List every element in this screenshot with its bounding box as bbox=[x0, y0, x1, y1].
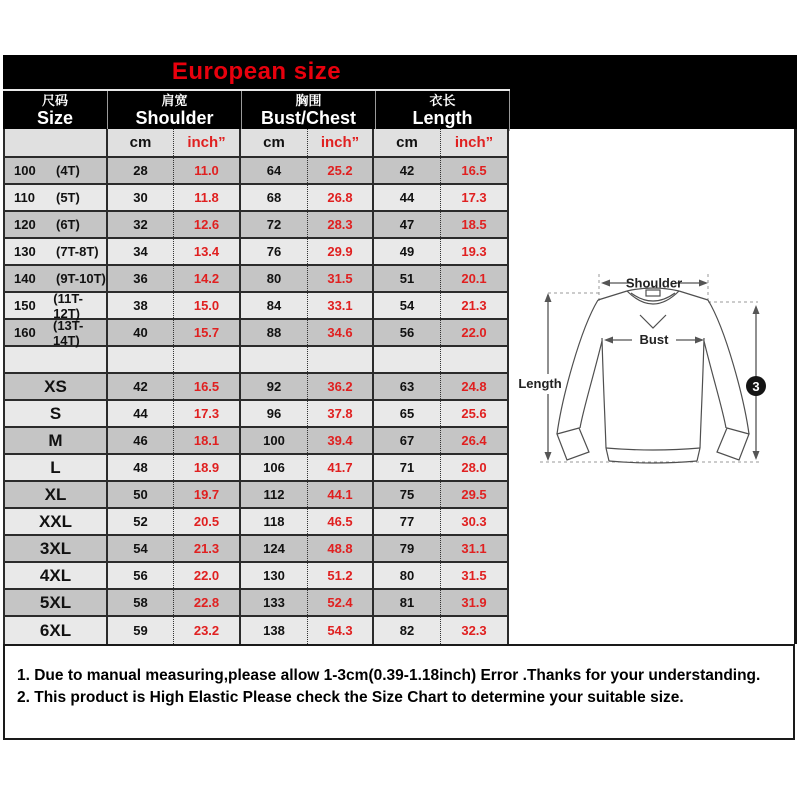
cm-value-cell bbox=[108, 347, 174, 372]
unit-inch-label: inch” bbox=[308, 129, 374, 156]
guide-lines bbox=[540, 274, 762, 462]
cm-value-cell: 80 bbox=[241, 266, 308, 291]
size-label: 150 bbox=[14, 298, 36, 313]
size-age-label: (9T-10T) bbox=[56, 271, 106, 286]
cm-value-cell: 42 bbox=[374, 158, 441, 183]
inch-value-cell: 26.4 bbox=[461, 433, 487, 448]
table-header-banner bbox=[3, 55, 797, 129]
cm-value-cell: 54 bbox=[108, 536, 174, 561]
cm-value-cell: 40 bbox=[108, 320, 174, 345]
arrowheads bbox=[545, 280, 760, 462]
inch-value-cell: 17.3 bbox=[174, 401, 241, 426]
inch-value-cell: 11.8 bbox=[174, 185, 241, 210]
size-cell bbox=[5, 239, 108, 264]
cm-value-cell: 34 bbox=[108, 239, 174, 264]
inch-value-cell: 20.5 bbox=[174, 509, 241, 534]
inch-value-cell: 51.2 bbox=[308, 563, 374, 588]
cm-value-cell: 51 bbox=[374, 266, 441, 291]
table-row bbox=[5, 455, 507, 482]
table-row bbox=[5, 401, 507, 428]
inch-value-cell bbox=[174, 347, 241, 372]
inch-value-cell: 18.5 bbox=[461, 217, 487, 232]
badge-number: 3 bbox=[752, 379, 760, 394]
table-row bbox=[5, 266, 507, 293]
size-column-header-en: Size bbox=[36, 108, 74, 128]
cm-value-cell: 72 bbox=[241, 212, 308, 237]
sweater-outline bbox=[557, 288, 749, 463]
inch-value-cell: 22.0 bbox=[461, 325, 487, 340]
cm-value-cell: 36 bbox=[108, 266, 174, 291]
bust-column-header-en: Bust/Chest bbox=[260, 108, 356, 128]
cm-value-cell: 58 bbox=[108, 590, 174, 615]
cm-value-cell: 46 bbox=[108, 428, 174, 453]
cm-value-cell: 38 bbox=[108, 293, 174, 318]
cm-value-cell bbox=[374, 347, 441, 372]
size-label: 5XL bbox=[39, 592, 72, 612]
size-age-label: (4T) bbox=[56, 163, 80, 178]
size-table-rows bbox=[5, 158, 507, 644]
size-cell bbox=[5, 482, 108, 507]
size-label: 110 bbox=[14, 190, 35, 205]
cm-value-cell: 30 bbox=[108, 185, 174, 210]
cm-value-cell: 28 bbox=[108, 158, 174, 183]
size-label: XXL bbox=[38, 511, 73, 531]
unit-cm-label: cm bbox=[108, 129, 174, 156]
inch-value-cell: 22.8 bbox=[174, 590, 241, 615]
neck-tag bbox=[646, 290, 660, 296]
unit-inch-label: inch” bbox=[174, 129, 241, 156]
inch-value-cell: 34.6 bbox=[308, 320, 374, 345]
size-label: XS bbox=[44, 376, 67, 396]
cm-value-cell: 82 bbox=[374, 617, 441, 644]
note-line-2: 2. This product is High Elastic Please check the Size Chart to determine your suitable size. bbox=[17, 689, 684, 706]
inch-value-cell: 46.5 bbox=[308, 509, 374, 534]
cm-value-cell: 47 bbox=[374, 212, 441, 237]
inch-value-cell: 20.1 bbox=[461, 271, 487, 286]
size-cell bbox=[5, 509, 108, 534]
cm-value-cell: 59 bbox=[108, 617, 174, 644]
cm-value-cell: 32 bbox=[108, 212, 174, 237]
size-cell bbox=[5, 185, 108, 210]
inch-value-cell: 54.3 bbox=[308, 617, 374, 644]
inch-value-cell: 18.1 bbox=[174, 428, 241, 453]
size-table bbox=[3, 129, 509, 646]
size-label: M bbox=[48, 430, 63, 450]
inch-value-cell: 33.1 bbox=[308, 293, 374, 318]
size-label: L bbox=[50, 457, 61, 477]
cm-value-cell: 44 bbox=[108, 401, 174, 426]
table-row bbox=[5, 428, 507, 455]
cm-value-cell bbox=[241, 347, 308, 372]
inch-value-cell: 16.5 bbox=[174, 374, 241, 399]
inch-value-cell: 31.5 bbox=[461, 568, 487, 583]
cm-value-cell: 63 bbox=[374, 374, 441, 399]
size-cell bbox=[5, 317, 108, 348]
inch-value-cell bbox=[441, 347, 507, 372]
size-cell bbox=[5, 455, 108, 480]
inch-value-cell: 32.3 bbox=[461, 623, 487, 638]
length-column-header-cn: 衣长 bbox=[429, 93, 456, 108]
cm-value-cell: 118 bbox=[241, 509, 308, 534]
inch-value-cell: 29.9 bbox=[308, 239, 374, 264]
size-cell bbox=[5, 590, 108, 615]
shoulder-column-header bbox=[108, 91, 242, 131]
cm-value-cell: 71 bbox=[374, 455, 441, 480]
cm-value-cell: 106 bbox=[241, 455, 308, 480]
garment-diagram bbox=[510, 238, 800, 488]
size-cell bbox=[5, 347, 108, 372]
unit-cm-label: cm bbox=[374, 129, 441, 156]
units-size-cell bbox=[5, 129, 108, 156]
shoulder-column-header-cn: 肩宽 bbox=[161, 93, 188, 108]
image-right-border bbox=[794, 129, 797, 644]
unit-cm-label: cm bbox=[241, 129, 308, 156]
table-row bbox=[5, 563, 507, 590]
shoulder-column-header-en: Shoulder bbox=[135, 108, 214, 128]
table-row bbox=[5, 347, 507, 374]
size-cell bbox=[5, 290, 108, 321]
inch-value-cell: 19.3 bbox=[461, 244, 487, 259]
cm-value-cell: 42 bbox=[108, 374, 174, 399]
cm-value-cell: 133 bbox=[241, 590, 308, 615]
inch-value-cell: 11.0 bbox=[174, 158, 241, 183]
cm-value-cell: 76 bbox=[241, 239, 308, 264]
size-label: 160 bbox=[14, 325, 36, 340]
cm-value-cell: 65 bbox=[374, 401, 441, 426]
table-row bbox=[5, 536, 507, 563]
cm-value-cell: 81 bbox=[374, 590, 441, 615]
size-age-label: (13T-14T) bbox=[53, 317, 84, 348]
inch-value-cell: 31.9 bbox=[461, 595, 487, 610]
size-cell bbox=[5, 374, 108, 399]
bust-measure-label: Bust bbox=[639, 332, 669, 347]
length-measure-label: Length bbox=[518, 376, 562, 391]
note-line-1: 1. Due to manual measuring,please allow 1-3cm(0.39-1.18inch) Error .Thanks for your understanding. bbox=[17, 667, 761, 684]
table-row bbox=[5, 185, 507, 212]
table-row bbox=[5, 482, 507, 509]
size-column-header-cn: 尺码 bbox=[41, 93, 68, 108]
inch-value-cell: 15.7 bbox=[174, 320, 241, 345]
inch-value-cell: 25.6 bbox=[461, 406, 487, 421]
cm-value-cell: 50 bbox=[108, 482, 174, 507]
size-label: 6XL bbox=[39, 620, 72, 640]
inch-value-cell: 21.3 bbox=[174, 536, 241, 561]
inch-value-cell: 26.8 bbox=[308, 185, 374, 210]
size-cell bbox=[5, 266, 108, 291]
inch-value-cell: 44.1 bbox=[308, 482, 374, 507]
inch-value-cell: 18.9 bbox=[174, 455, 241, 480]
size-cell bbox=[5, 212, 108, 237]
cm-value-cell: 75 bbox=[374, 482, 441, 507]
size-label: 120 bbox=[14, 217, 36, 232]
inch-value-cell: 41.7 bbox=[308, 455, 374, 480]
left-cuff bbox=[557, 428, 589, 460]
inch-value-cell: 37.8 bbox=[308, 401, 374, 426]
size-cell bbox=[5, 563, 108, 588]
cm-value-cell: 56 bbox=[374, 320, 441, 345]
right-cuff bbox=[717, 428, 749, 460]
size-label: 140 bbox=[14, 271, 36, 286]
cm-value-cell: 92 bbox=[241, 374, 308, 399]
shoulder-measure-label: Shoulder bbox=[625, 275, 683, 291]
inch-value-cell: 28.0 bbox=[461, 460, 487, 475]
size-age-label: (11T-12T) bbox=[53, 290, 83, 321]
column-header-row bbox=[3, 89, 510, 131]
inch-value-cell: 23.2 bbox=[174, 617, 241, 644]
cm-value-cell: 68 bbox=[241, 185, 308, 210]
cm-value-cell: 52 bbox=[108, 509, 174, 534]
size-age-label: (7T-8T) bbox=[56, 244, 99, 259]
size-label: 130 bbox=[14, 244, 36, 259]
length-column-header-en: Length bbox=[412, 108, 473, 128]
bust-column-header bbox=[242, 91, 376, 131]
inch-value-cell: 21.3 bbox=[461, 298, 487, 313]
cm-value-cell: 124 bbox=[241, 536, 308, 561]
size-cell bbox=[5, 401, 108, 426]
inch-value-cell: 24.8 bbox=[461, 379, 487, 394]
inch-value-cell: 16.5 bbox=[461, 163, 487, 178]
inch-value-cell: 17.3 bbox=[461, 190, 487, 205]
inch-value-cell bbox=[308, 347, 374, 372]
cm-value-cell: 100 bbox=[241, 428, 308, 453]
size-cell bbox=[5, 428, 108, 453]
inch-value-cell: 31.5 bbox=[308, 266, 374, 291]
cm-value-cell: 84 bbox=[241, 293, 308, 318]
inch-value-cell: 13.4 bbox=[174, 239, 241, 264]
cm-value-cell: 138 bbox=[241, 617, 308, 644]
cm-value-cell: 56 bbox=[108, 563, 174, 588]
inch-value-cell: 22.0 bbox=[174, 563, 241, 588]
cm-value-cell: 77 bbox=[374, 509, 441, 534]
cm-value-cell: 64 bbox=[241, 158, 308, 183]
inch-value-cell: 39.4 bbox=[308, 428, 374, 453]
cm-value-cell: 48 bbox=[108, 455, 174, 480]
size-label: XL bbox=[44, 484, 67, 504]
size-column-header bbox=[3, 91, 108, 131]
table-row bbox=[5, 239, 507, 266]
cm-value-cell: 88 bbox=[241, 320, 308, 345]
table-row bbox=[5, 317, 507, 348]
page-title: European size bbox=[171, 58, 342, 85]
size-age-label: (6T) bbox=[56, 217, 80, 232]
table-row bbox=[5, 290, 507, 321]
size-cell bbox=[5, 158, 108, 183]
cm-value-cell: 54 bbox=[374, 293, 441, 318]
size-label: 4XL bbox=[39, 565, 72, 585]
table-row bbox=[5, 509, 507, 536]
bust-column-header-cn: 胸围 bbox=[295, 93, 322, 108]
cm-value-cell: 79 bbox=[374, 536, 441, 561]
size-label: S bbox=[49, 403, 62, 423]
inch-value-cell: 36.2 bbox=[308, 374, 374, 399]
cm-value-cell: 130 bbox=[241, 563, 308, 588]
size-cell bbox=[5, 617, 108, 644]
cm-value-cell: 112 bbox=[241, 482, 308, 507]
notes-box bbox=[3, 644, 795, 740]
table-row bbox=[5, 158, 507, 185]
table-row bbox=[5, 617, 507, 644]
inch-value-cell: 31.1 bbox=[461, 541, 487, 556]
size-cell bbox=[5, 536, 108, 561]
units-row bbox=[5, 129, 507, 158]
inch-value-cell: 29.5 bbox=[461, 487, 487, 502]
cm-value-cell: 96 bbox=[241, 401, 308, 426]
inch-value-cell: 30.3 bbox=[461, 514, 487, 529]
cm-value-cell: 49 bbox=[374, 239, 441, 264]
inch-value-cell: 15.0 bbox=[174, 293, 241, 318]
cm-value-cell: 44 bbox=[374, 185, 441, 210]
size-label: 3XL bbox=[39, 538, 72, 558]
inch-value-cell: 19.7 bbox=[174, 482, 241, 507]
inch-value-cell: 52.4 bbox=[308, 590, 374, 615]
inch-value-cell: 48.8 bbox=[308, 536, 374, 561]
unit-inch-label: inch” bbox=[454, 134, 494, 151]
size-label: 100 bbox=[14, 163, 36, 178]
inch-value-cell: 28.3 bbox=[308, 212, 374, 237]
table-row bbox=[5, 212, 507, 239]
cm-value-cell: 67 bbox=[374, 428, 441, 453]
table-row bbox=[5, 374, 507, 401]
table-row bbox=[5, 590, 507, 617]
size-age-label: (5T) bbox=[56, 190, 80, 205]
inch-value-cell: 14.2 bbox=[174, 266, 241, 291]
cm-value-cell: 80 bbox=[374, 563, 441, 588]
inch-value-cell: 12.6 bbox=[174, 212, 241, 237]
length-column-header bbox=[376, 91, 510, 131]
inch-value-cell: 25.2 bbox=[308, 158, 374, 183]
